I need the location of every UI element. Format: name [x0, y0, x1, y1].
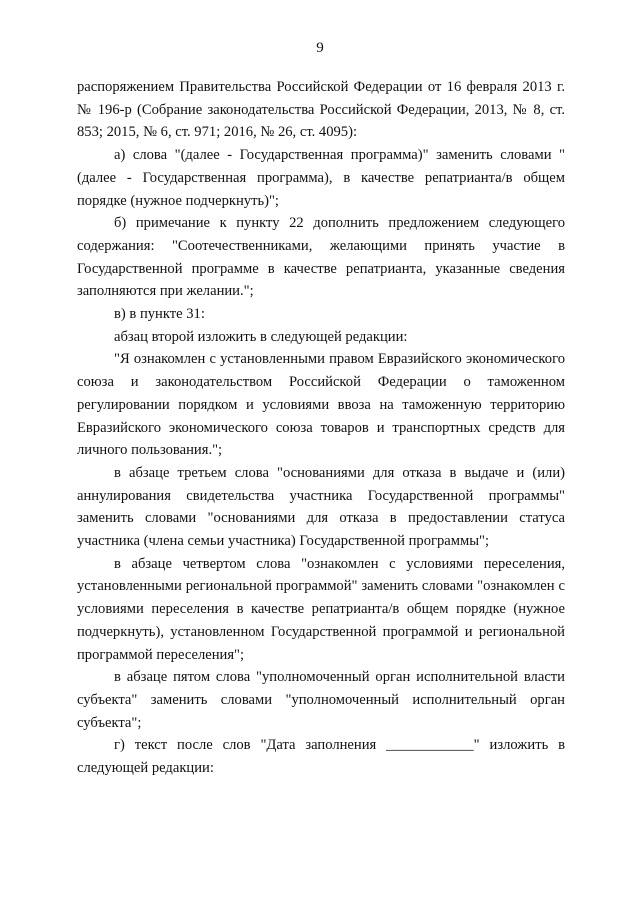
document-body [77, 76, 565, 780]
paragraph-intro: распоряжением Правительства Российской Федерации от 16 февраля 2013 г. № 196-р (Собрание законодательства Российской Федерации, 2013, № 8, ст. 853; 2015, № 6, ст. 971; 2016, № 26, ст. 4095): [77, 79, 565, 141]
paragraph-item-b: б) примечание к пункту 22 дополнить предложением следующего содержания: "Соотечественниками, желающими принять участие в Государственной программе в качестве репатрианта, указанные сведения заполняются при желании."; [77, 215, 565, 300]
paragraph-item-v: в) в пункте 31: [114, 306, 205, 323]
paragraph-quote: "Я ознакомлен с установленными правом Евразийского экономического союза и законодательством Российской Федерации о таможенном регулировании порядком и условиями ввоза на таможенную территорию Евразийского экономического союза товаров и транспортных средств для личного пользования."; [77, 351, 565, 459]
paragraph-third-abzac: в абзаце третьем слова "основаниями для отказа в выдаче и (или) аннулирования свидетельства участника Государственной программы" заменить словами "основаниями для отказа в предоставлении статуса участника (члена семьи участника) Государственной программы"; [77, 464, 565, 550]
paragraph-fourth-abzac: в абзаце четвертом слова "ознакомлен с условиями переселения, установленными региональной программой" заменить словами "ознакомлен с условиями переселения в качестве репатрианта/в общем порядке (нужное подчеркнуть), установленном Государственной программой и региональной программой переселения"; [77, 555, 565, 663]
paragraph-item-a: а) слова "(далее - Государственная программа)" заменить словами "(далее - Государственная программа), в качестве репатрианта/в общем порядке (нужное подчеркнуть)"; [77, 147, 565, 209]
paragraph-second-abzac: абзац второй изложить в следующей редакции: [114, 328, 408, 345]
page-number: 9 [316, 40, 324, 56]
paragraph-item-g: г) текст после слов "Дата заполнения ____________" изложить в следующей редакции: [77, 737, 565, 777]
paragraph-fifth-abzac: в абзаце пятом слова "уполномоченный орган исполнительной власти субъекта" заменить словами "уполномоченный исполнительный орган субъекта"; [77, 669, 565, 731]
